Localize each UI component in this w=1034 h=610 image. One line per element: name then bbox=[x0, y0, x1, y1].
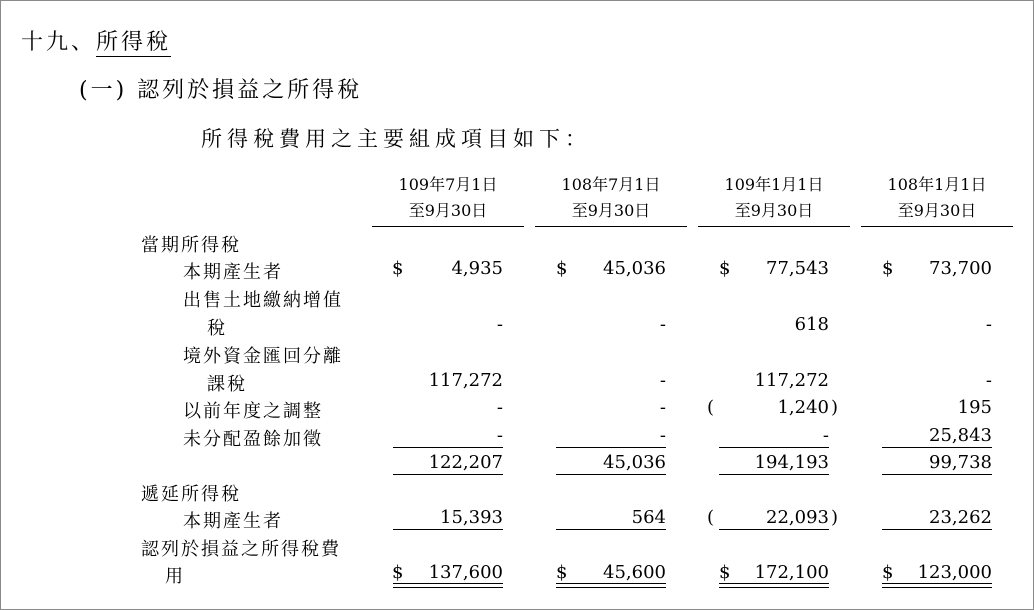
deferred-tax-label: 遞延所得稅 bbox=[141, 484, 241, 505]
row-label-current-period: 本期產生者 bbox=[183, 262, 283, 283]
total-double-rule-4 bbox=[882, 583, 992, 588]
row-label-land-vat-cont: 稅 bbox=[207, 318, 227, 339]
column-header-line2: 至9月30日 bbox=[571, 201, 651, 220]
cell-undistributed-2: - bbox=[659, 425, 666, 446]
deferred-rule-4 bbox=[882, 529, 992, 530]
cell-current-period-4: 73,700 bbox=[929, 258, 992, 279]
column-header-1 bbox=[372, 172, 524, 224]
subtotal-rule-2 bbox=[556, 447, 666, 448]
cell-subtotal-4: 99,738 bbox=[929, 452, 992, 473]
subtotal-bottom-rule-4 bbox=[882, 474, 992, 475]
cell-subtotal-2: 45,036 bbox=[603, 452, 666, 473]
intro-text: 所得稅費用之主要組成項目如下： bbox=[201, 127, 591, 151]
total-double-rule-1 bbox=[393, 583, 503, 588]
cell-total-1: 137,600 bbox=[428, 562, 503, 583]
total-double-rule-2 bbox=[556, 583, 666, 588]
paren-open: ( bbox=[707, 507, 715, 528]
currency-symbol: $ bbox=[882, 258, 894, 279]
cell-repatriation-2: - bbox=[659, 370, 666, 391]
column-header-line2: 至9月30日 bbox=[734, 201, 814, 220]
paren-close: ) bbox=[831, 397, 839, 418]
row-label-deferred-current: 本期產生者 bbox=[183, 511, 283, 532]
subtotal-rule-1 bbox=[393, 447, 503, 448]
row-label-land-vat: 出售土地繳納增值 bbox=[183, 290, 343, 311]
section-heading bbox=[21, 25, 171, 56]
cell-undistributed-1: - bbox=[496, 425, 503, 446]
column-header-line1: 108年7月1日 bbox=[561, 175, 661, 194]
paren-open: ( bbox=[707, 397, 715, 418]
cell-current-period-2: 45,036 bbox=[603, 258, 666, 279]
current-tax-label: 當期所得稅 bbox=[141, 235, 241, 256]
deferred-rule-1 bbox=[393, 529, 503, 530]
currency-symbol: $ bbox=[882, 562, 894, 583]
column-header-3 bbox=[698, 172, 850, 224]
cell-deferred-1: 15,393 bbox=[440, 507, 503, 528]
column-header-4 bbox=[861, 172, 1013, 224]
row-label-repatriation: 境外資金匯回分離 bbox=[183, 346, 343, 367]
header-rule-3 bbox=[698, 226, 850, 227]
cell-undistributed-3: - bbox=[822, 425, 829, 446]
cell-current-period-1: 4,935 bbox=[451, 258, 503, 279]
cell-prior-year-1: - bbox=[496, 397, 503, 418]
cell-repatriation-4: - bbox=[985, 370, 992, 391]
cell-repatriation-3: 117,272 bbox=[754, 370, 829, 391]
column-header-2 bbox=[535, 172, 687, 224]
cell-deferred-4: 23,262 bbox=[929, 507, 992, 528]
column-header-line2: 至9月30日 bbox=[897, 201, 977, 220]
subtotal-bottom-rule-1 bbox=[393, 474, 503, 475]
currency-symbol: $ bbox=[392, 562, 404, 583]
cell-total-4: 123,000 bbox=[917, 562, 992, 583]
header-rule-4 bbox=[861, 226, 1013, 227]
section-title: 所得稅 bbox=[96, 30, 172, 55]
cell-land-vat-1: - bbox=[496, 314, 503, 335]
total-label-cont: 用 bbox=[165, 566, 185, 587]
currency-symbol: $ bbox=[556, 258, 568, 279]
subtotal-rule-4 bbox=[882, 447, 992, 448]
column-header-line1: 108年1月1日 bbox=[887, 175, 987, 194]
total-label: 認列於損益之所得稅費 bbox=[141, 539, 341, 560]
paren-close: ) bbox=[831, 507, 839, 528]
subtotal-bottom-rule-3 bbox=[719, 474, 829, 475]
cell-prior-year-4: 195 bbox=[957, 397, 992, 418]
cell-land-vat-2: - bbox=[659, 314, 666, 335]
currency-symbol: $ bbox=[392, 258, 404, 279]
cell-prior-year-3: 1,240 bbox=[777, 397, 829, 418]
subtotal-bottom-rule-2 bbox=[556, 474, 666, 475]
column-header-line2: 至9月30日 bbox=[408, 201, 488, 220]
cell-repatriation-1: 117,272 bbox=[428, 370, 503, 391]
cell-subtotal-3: 194,193 bbox=[754, 452, 829, 473]
section-number: 十九、 bbox=[21, 30, 97, 55]
deferred-rule-2 bbox=[556, 529, 666, 530]
cell-total-3: 172,100 bbox=[754, 562, 829, 583]
header-rule-2 bbox=[535, 226, 687, 227]
cell-deferred-3: 22,093 bbox=[766, 507, 829, 528]
row-label-repatriation-cont: 課稅 bbox=[207, 374, 247, 395]
cell-total-2: 45,600 bbox=[603, 562, 666, 583]
cell-current-period-3: 77,543 bbox=[766, 258, 829, 279]
column-header-line1: 109年7月1日 bbox=[398, 175, 498, 194]
row-label-prior-year: 以前年度之調整 bbox=[183, 401, 323, 422]
column-header-line1: 109年1月1日 bbox=[724, 175, 824, 194]
currency-symbol: $ bbox=[719, 258, 731, 279]
total-double-rule-3 bbox=[719, 583, 829, 588]
cell-land-vat-4: - bbox=[985, 314, 992, 335]
currency-symbol: $ bbox=[556, 562, 568, 583]
currency-symbol: $ bbox=[719, 562, 731, 583]
cell-deferred-2: 564 bbox=[631, 507, 666, 528]
cell-prior-year-2: - bbox=[659, 397, 666, 418]
cell-subtotal-1: 122,207 bbox=[428, 452, 503, 473]
header-rule-1 bbox=[372, 226, 524, 227]
row-label-undistributed: 未分配盈餘加徵 bbox=[183, 429, 323, 450]
deferred-rule-3 bbox=[719, 529, 829, 530]
cell-undistributed-4: 25,843 bbox=[929, 425, 992, 446]
subtotal-rule-3 bbox=[719, 447, 829, 448]
cell-land-vat-3: 618 bbox=[794, 314, 829, 335]
subsection-heading: (一) 認列於損益之所得稅 bbox=[79, 78, 363, 103]
